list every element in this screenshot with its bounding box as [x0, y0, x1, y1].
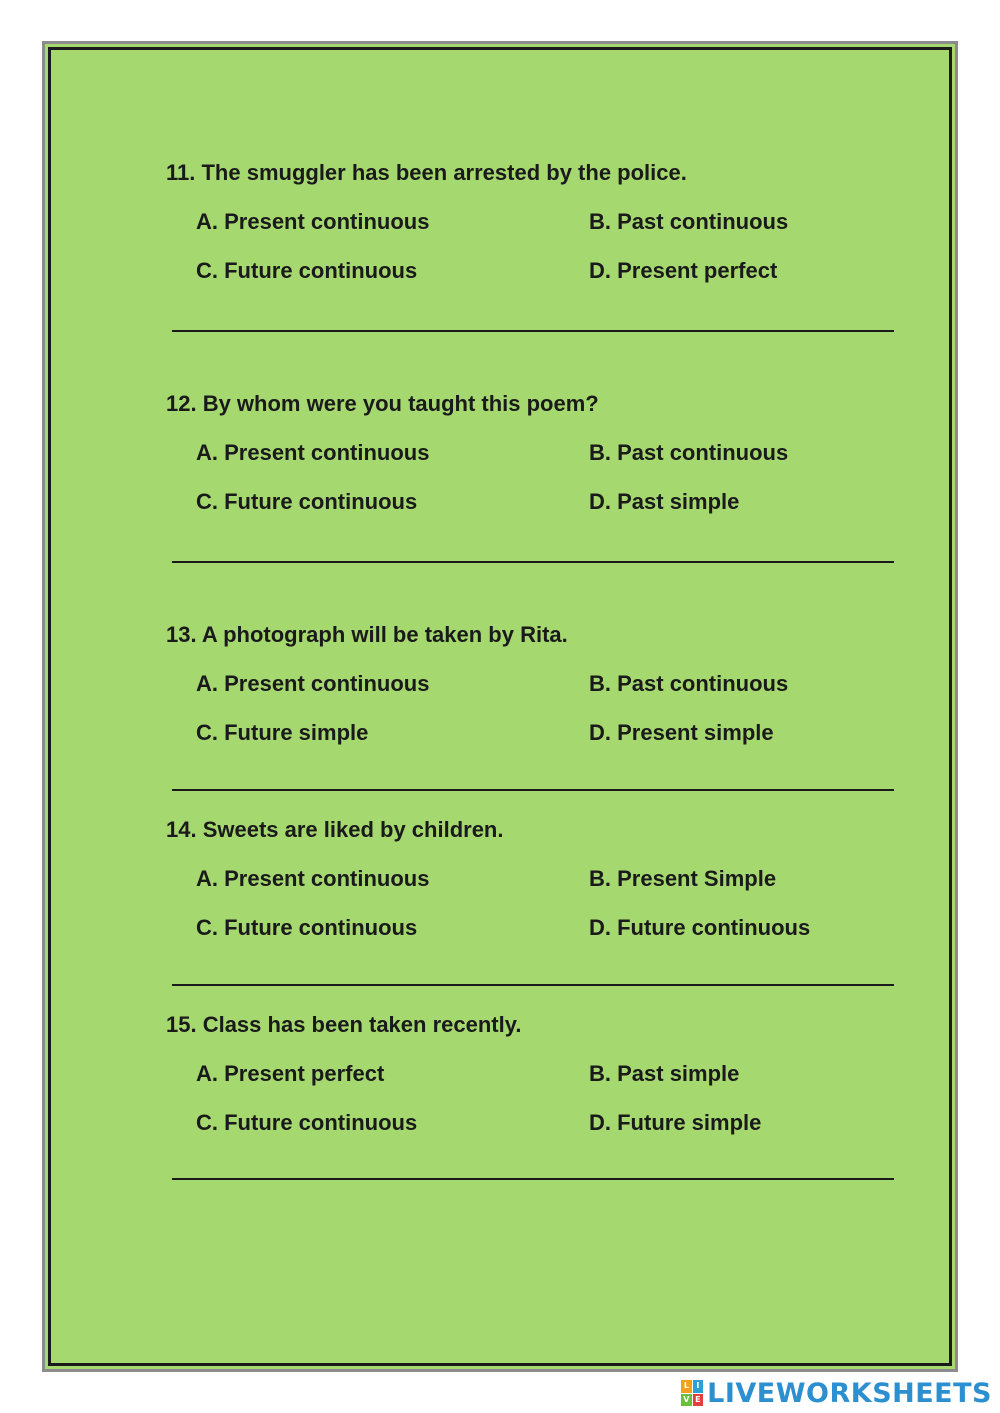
option-b[interactable]: B. Past continuous [589, 209, 789, 234]
option-c[interactable]: C. Future continuous [196, 258, 418, 283]
option-d[interactable]: D. Past simple [589, 489, 740, 514]
option-d[interactable]: D. Future continuous [589, 915, 811, 940]
option-d[interactable]: D. Present simple [589, 720, 774, 745]
answer-line[interactable] [172, 1178, 894, 1180]
logo-badge-letter: I [693, 1380, 704, 1393]
logo-badge-icon [681, 1380, 703, 1406]
logo-badge-letter: E [693, 1394, 704, 1407]
option-a[interactable]: A. Present continuous [196, 209, 430, 234]
liveworksheets-logo [681, 1378, 992, 1408]
answer-line[interactable] [172, 789, 894, 791]
logo-text: LIVEWORKSHEETS [707, 1377, 992, 1409]
option-c[interactable]: C. Future continuous [196, 915, 418, 940]
option-d[interactable]: D. Future simple [589, 1110, 762, 1135]
answer-line[interactable] [172, 330, 894, 332]
question-stem: 13. A photograph will be taken by Rita. [166, 622, 568, 647]
worksheet-page [42, 41, 958, 1372]
option-b[interactable]: B. Past simple [589, 1061, 740, 1086]
option-c[interactable]: C. Future continuous [196, 489, 418, 514]
option-b[interactable]: B. Present Simple [589, 866, 777, 891]
option-b[interactable]: B. Past continuous [589, 671, 789, 696]
logo-badge-letter: V [681, 1394, 692, 1407]
option-a[interactable]: A. Present continuous [196, 866, 430, 891]
option-c[interactable]: C. Future continuous [196, 1110, 418, 1135]
answer-line[interactable] [172, 984, 894, 986]
answer-line[interactable] [172, 561, 894, 563]
logo-badge-letter: L [681, 1380, 692, 1393]
question-stem: 14. Sweets are liked by children. [166, 817, 504, 842]
worksheet-border [48, 47, 952, 1366]
option-d[interactable]: D. Present perfect [589, 258, 778, 283]
question-stem: 11. The smuggler has been arrested by the police. [166, 160, 687, 185]
option-a[interactable]: A. Present perfect [196, 1061, 385, 1086]
question-stem: 12. By whom were you taught this poem? [166, 391, 599, 416]
option-b[interactable]: B. Past continuous [589, 440, 789, 465]
option-a[interactable]: A. Present continuous [196, 671, 430, 696]
question-stem: 15. Class has been taken recently. [166, 1012, 522, 1037]
option-a[interactable]: A. Present continuous [196, 440, 430, 465]
option-c[interactable]: C. Future simple [196, 720, 369, 745]
